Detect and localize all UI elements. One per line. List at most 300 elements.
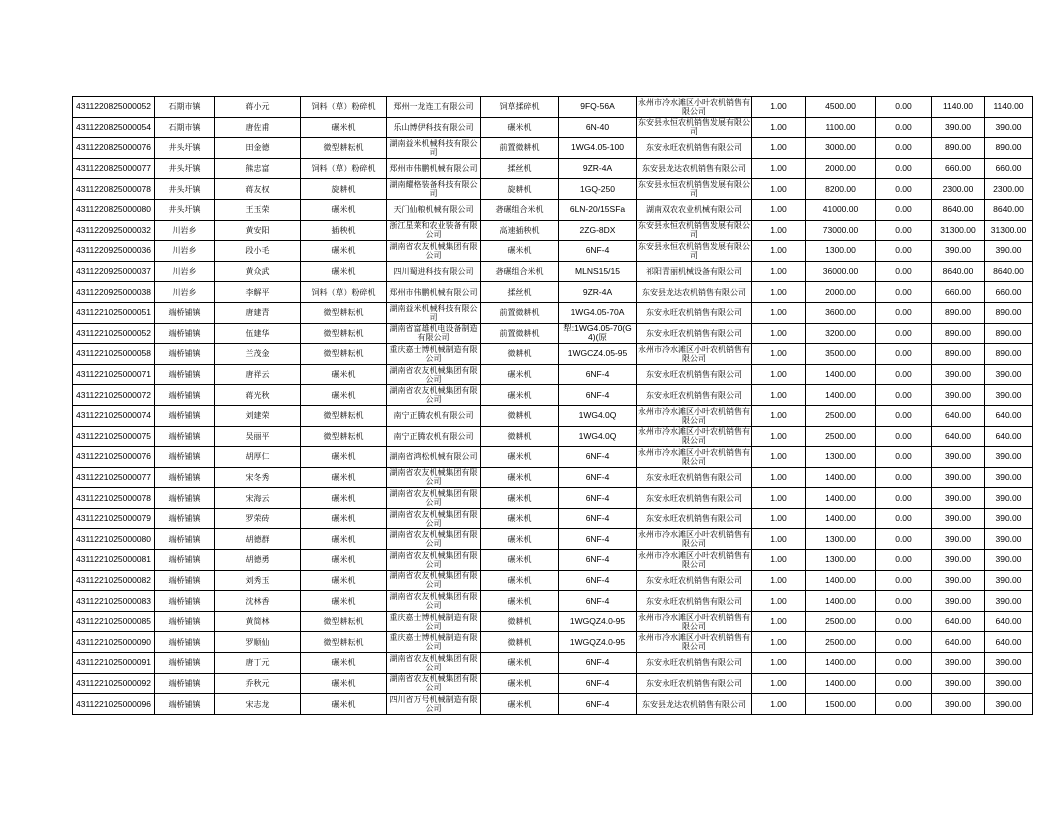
quantity-cell: 1.00 (752, 261, 806, 282)
record-id-cell: 4311220925000032 (73, 220, 155, 241)
machine-category-cell: 微型耕耘机 (301, 611, 387, 632)
province-subsidy-cell: 8640.00 (932, 199, 985, 220)
farmer-name-cell: 蒋光秋 (215, 385, 301, 406)
table-row (73, 364, 1033, 385)
province-subsidy-cell: 390.00 (932, 447, 985, 468)
dealer-cell: 东安永旺农机销售有限公司 (637, 570, 752, 591)
manufacturer-cell: 浙江星莱和农业装备有限公司 (387, 220, 481, 241)
farmer-name-cell: 胡德勇 (215, 550, 301, 571)
model-cell: 6NF-4 (559, 447, 637, 468)
township-cell: 石期市镇 (155, 117, 215, 138)
sale-price-cell: 2500.00 (806, 426, 876, 447)
table-row (73, 632, 1033, 653)
product-name-cell: 揉丝机 (481, 158, 559, 179)
model-cell: 6NF-4 (559, 529, 637, 550)
province-subsidy-cell: 390.00 (932, 673, 985, 694)
quantity-cell: 1.00 (752, 447, 806, 468)
dealer-cell: 东安县永恒农机销售发展有限公司 (638, 180, 750, 199)
model-cell: 犁:1WG4.05-70(G4)(原 (559, 323, 637, 344)
farmer-name-cell: 黄简林 (215, 611, 301, 632)
sale-price-cell: 1300.00 (806, 550, 876, 571)
product-name-cell: 微耕机 (481, 426, 559, 447)
product-name-cell: 饲草揉碎机 (481, 97, 559, 118)
record-id-cell: 4311220825000076 (73, 138, 155, 159)
manufacturer-cell: 湖南省农友机械集团有限公司 (387, 508, 481, 529)
central-subsidy-cell: 0.00 (876, 344, 932, 365)
sale-price-cell: 41000.00 (806, 199, 876, 220)
farmer-name-cell: 田金德 (215, 138, 301, 159)
machine-category-cell: 微型耕耘机 (301, 344, 387, 365)
sale-price-cell: 2500.00 (806, 632, 876, 653)
province-subsidy-cell: 1140.00 (932, 97, 985, 118)
table-row (73, 199, 1033, 220)
province-subsidy-cell: 390.00 (932, 570, 985, 591)
record-id-cell: 4311221025000051 (73, 302, 155, 323)
product-name-cell: 碾米机 (481, 653, 559, 674)
province-subsidy-cell: 390.00 (932, 550, 985, 571)
township-cell: 端桥铺镇 (155, 694, 215, 715)
sale-price-cell: 1300.00 (806, 447, 876, 468)
farmer-name-cell: 王玉荣 (215, 199, 301, 220)
quantity-cell: 1.00 (752, 673, 806, 694)
quantity-cell: 1.00 (752, 467, 806, 488)
manufacturer-cell: 郑州市伟鹏机械有限公司 (387, 158, 481, 179)
dealer-cell: 东安永旺农机销售有限公司 (637, 673, 752, 694)
manufacturer-cell: 湖南省农友机械集团有限公司 (387, 591, 481, 612)
record-id-cell: 4311221025000076 (73, 447, 155, 468)
dealer-cell: 东安永旺农机销售有限公司 (637, 467, 752, 488)
township-cell: 端桥铺镇 (155, 405, 215, 426)
central-subsidy-cell: 0.00 (876, 611, 932, 632)
total-subsidy-cell: 390.00 (985, 241, 1033, 262)
model-cell: 6NF-4 (559, 508, 637, 529)
province-subsidy-cell: 390.00 (932, 467, 985, 488)
total-subsidy-cell: 640.00 (985, 405, 1033, 426)
dealer-cell: 东安永旺农机销售有限公司 (637, 591, 752, 612)
model-cell: 9ZR-4A (559, 158, 637, 179)
sale-price-cell: 3000.00 (806, 138, 876, 159)
dealer-cell: 东安永旺农机销售有限公司 (637, 508, 752, 529)
township-cell: 端桥铺镇 (155, 302, 215, 323)
dealer-cell: 祁阳青丽机械设备有限公司 (637, 261, 752, 282)
sale-price-cell: 73000.00 (806, 220, 876, 241)
sale-price-cell: 1100.00 (806, 117, 876, 138)
total-subsidy-cell: 390.00 (985, 364, 1033, 385)
province-subsidy-cell: 890.00 (932, 323, 985, 344)
table-row (73, 488, 1033, 509)
product-name-cell: 前置微耕机 (481, 138, 559, 159)
machine-category-cell: 微型耕耘机 (301, 323, 387, 344)
dealer-cell: 永州市冷水滩区小叶农机销售有限公司 (638, 612, 750, 631)
farmer-name-cell: 唐建青 (215, 302, 301, 323)
central-subsidy-cell: 0.00 (876, 385, 932, 406)
product-name-cell: 碾米机 (481, 591, 559, 612)
table-row (73, 405, 1033, 426)
machine-category-cell: 碾米机 (301, 591, 387, 612)
quantity-cell: 1.00 (752, 199, 806, 220)
central-subsidy-cell: 0.00 (876, 673, 932, 694)
total-subsidy-cell: 890.00 (985, 323, 1033, 344)
province-subsidy-cell: 390.00 (932, 529, 985, 550)
table-row (73, 138, 1033, 159)
table-row (73, 302, 1033, 323)
province-subsidy-cell: 640.00 (932, 405, 985, 426)
product-name-cell: 微耕机 (481, 405, 559, 426)
farmer-name-cell: 吴丽平 (215, 426, 301, 447)
table-row (73, 467, 1033, 488)
central-subsidy-cell: 0.00 (876, 364, 932, 385)
record-id-cell: 4311221025000092 (73, 673, 155, 694)
model-cell: MLNS15/15 (559, 261, 637, 282)
farmer-name-cell: 段小毛 (215, 241, 301, 262)
sale-price-cell: 8200.00 (806, 179, 876, 200)
machine-category-cell: 微型耕耘机 (301, 138, 387, 159)
machine-category-cell: 碾米机 (301, 199, 387, 220)
total-subsidy-cell: 390.00 (985, 385, 1033, 406)
dealer-cell: 东安县龙达农机销售有限公司 (637, 158, 752, 179)
product-name-cell: 碾米机 (481, 570, 559, 591)
manufacturer-cell: 郑州一龙连工有限公司 (387, 97, 481, 118)
dealer-cell: 东安县龙达农机销售有限公司 (637, 282, 752, 303)
product-name-cell: 碾米机 (481, 550, 559, 571)
dealer-cell: 东安永旺农机销售有限公司 (637, 385, 752, 406)
table-row (73, 611, 1033, 632)
manufacturer-cell: 湖南益米机械科技有限公司 (387, 138, 481, 159)
sale-price-cell: 1400.00 (806, 673, 876, 694)
province-subsidy-cell: 390.00 (932, 653, 985, 674)
record-id-cell: 4311220825000078 (73, 179, 155, 200)
table-row (73, 385, 1033, 406)
sale-price-cell: 1400.00 (806, 364, 876, 385)
product-name-cell: 前置微耕机 (481, 323, 559, 344)
table-row (73, 529, 1033, 550)
table-row (73, 179, 1033, 200)
machine-category-cell: 碾米机 (301, 570, 387, 591)
township-cell: 端桥铺镇 (155, 529, 215, 550)
township-cell: 端桥铺镇 (155, 467, 215, 488)
province-subsidy-cell: 8640.00 (932, 261, 985, 282)
model-cell: 6NF-4 (559, 467, 637, 488)
product-name-cell: 碾米机 (481, 508, 559, 529)
quantity-cell: 1.00 (752, 653, 806, 674)
farmer-name-cell: 蒋小元 (215, 97, 301, 118)
machine-category-cell: 碾米机 (301, 653, 387, 674)
total-subsidy-cell: 890.00 (985, 344, 1033, 365)
farmer-name-cell: 刘建荣 (215, 405, 301, 426)
manufacturer-cell: 湖南省农友机械集团有限公司 (387, 673, 481, 694)
total-subsidy-cell: 390.00 (985, 694, 1033, 715)
total-subsidy-cell: 390.00 (985, 570, 1033, 591)
sale-price-cell: 2000.00 (806, 158, 876, 179)
township-cell: 端桥铺镇 (155, 488, 215, 509)
record-id-cell: 4311220825000077 (73, 158, 155, 179)
table-row (73, 591, 1033, 612)
table-row (73, 508, 1033, 529)
province-subsidy-cell: 2300.00 (932, 179, 985, 200)
record-id-cell: 4311221025000081 (73, 550, 155, 571)
machine-category-cell: 碾米机 (301, 694, 387, 715)
record-id-cell: 4311221025000072 (73, 385, 155, 406)
central-subsidy-cell: 0.00 (876, 405, 932, 426)
model-cell: 1WG4.05-100 (559, 138, 637, 159)
manufacturer-cell: 天门仙粮机械有限公司 (387, 199, 481, 220)
farmer-name-cell: 胡德群 (215, 529, 301, 550)
model-cell: 6NF-4 (559, 653, 637, 674)
central-subsidy-cell: 0.00 (876, 97, 932, 118)
sale-price-cell: 3600.00 (806, 302, 876, 323)
farmer-name-cell: 蒋友权 (215, 179, 301, 200)
manufacturer-cell: 乐山博伊科技有限公司 (387, 117, 481, 138)
farmer-name-cell: 宋海云 (215, 488, 301, 509)
model-cell: 1WG4.05-70A (559, 302, 637, 323)
table-row (73, 97, 1033, 118)
farmer-name-cell: 刘秀玉 (215, 570, 301, 591)
machine-category-cell: 微型耕耘机 (301, 302, 387, 323)
dealer-cell: 永州市冷水滩区小叶农机销售有限公司 (638, 406, 750, 425)
machine-category-cell: 碾米机 (301, 529, 387, 550)
farmer-name-cell: 胡厚仁 (215, 447, 301, 468)
manufacturer-cell: 郑州市伟鹏机械有限公司 (387, 282, 481, 303)
quantity-cell: 1.00 (752, 282, 806, 303)
quantity-cell: 1.00 (752, 302, 806, 323)
model-cell: 6NF-4 (559, 673, 637, 694)
farmer-name-cell: 宋冬秀 (215, 467, 301, 488)
total-subsidy-cell: 660.00 (985, 158, 1033, 179)
quantity-cell: 1.00 (752, 385, 806, 406)
province-subsidy-cell: 390.00 (932, 694, 985, 715)
township-cell: 川岩乡 (155, 241, 215, 262)
province-subsidy-cell: 890.00 (932, 344, 985, 365)
machine-category-cell: 饲料（草）粉碎机 (301, 158, 387, 179)
township-cell: 端桥铺镇 (155, 447, 215, 468)
quantity-cell: 1.00 (752, 241, 806, 262)
township-cell: 井头圩镇 (155, 199, 215, 220)
quantity-cell: 1.00 (752, 220, 806, 241)
quantity-cell: 1.00 (752, 591, 806, 612)
dealer-cell: 永州市冷水滩区小叶农机销售有限公司 (638, 530, 750, 549)
central-subsidy-cell: 0.00 (876, 653, 932, 674)
table-row (73, 282, 1033, 303)
central-subsidy-cell: 0.00 (876, 570, 932, 591)
central-subsidy-cell: 0.00 (876, 261, 932, 282)
township-cell: 石期市镇 (155, 97, 215, 118)
dealer-cell: 东安永旺农机销售有限公司 (637, 488, 752, 509)
central-subsidy-cell: 0.00 (876, 694, 932, 715)
model-cell: 6NF-4 (559, 570, 637, 591)
product-name-cell: 碾米机 (481, 364, 559, 385)
province-subsidy-cell: 660.00 (932, 158, 985, 179)
township-cell: 川岩乡 (155, 220, 215, 241)
model-cell: 6N-40 (559, 117, 637, 138)
farmer-name-cell: 黄安阳 (215, 220, 301, 241)
model-cell: 6NF-4 (559, 364, 637, 385)
product-name-cell: 碾米机 (481, 529, 559, 550)
product-name-cell: 碾米机 (481, 694, 559, 715)
township-cell: 端桥铺镇 (155, 385, 215, 406)
record-id-cell: 4311221025000083 (73, 591, 155, 612)
total-subsidy-cell: 640.00 (985, 426, 1033, 447)
model-cell: 9ZR-4A (559, 282, 637, 303)
province-subsidy-cell: 890.00 (932, 138, 985, 159)
machine-category-cell: 碾米机 (301, 508, 387, 529)
province-subsidy-cell: 640.00 (932, 611, 985, 632)
machine-category-cell: 饲料（草）粉碎机 (301, 282, 387, 303)
dealer-cell: 湖南双农农业机械有限公司 (637, 199, 752, 220)
record-id-cell: 4311220825000054 (73, 117, 155, 138)
sale-price-cell: 2500.00 (806, 611, 876, 632)
record-id-cell: 4311221025000058 (73, 344, 155, 365)
model-cell: 1WG4.0Q (559, 426, 637, 447)
record-id-cell: 4311220825000052 (73, 97, 155, 118)
product-name-cell: 碾米机 (481, 447, 559, 468)
product-name-cell: 碾米机 (481, 673, 559, 694)
province-subsidy-cell: 660.00 (932, 282, 985, 303)
sale-price-cell: 1300.00 (806, 241, 876, 262)
total-subsidy-cell: 890.00 (985, 302, 1033, 323)
province-subsidy-cell: 390.00 (932, 591, 985, 612)
township-cell: 端桥铺镇 (155, 611, 215, 632)
record-id-cell: 4311221025000078 (73, 488, 155, 509)
township-cell: 端桥铺镇 (155, 323, 215, 344)
central-subsidy-cell: 0.00 (876, 241, 932, 262)
machine-category-cell: 碾米机 (301, 550, 387, 571)
dealer-cell: 东安永旺农机销售有限公司 (637, 302, 752, 323)
table-row (73, 570, 1033, 591)
central-subsidy-cell: 0.00 (876, 529, 932, 550)
manufacturer-cell: 湖南省农友机械集团有限公司 (387, 467, 481, 488)
sale-price-cell: 36000.00 (806, 261, 876, 282)
table-row (73, 673, 1033, 694)
province-subsidy-cell: 640.00 (932, 426, 985, 447)
central-subsidy-cell: 0.00 (876, 632, 932, 653)
township-cell: 川岩乡 (155, 282, 215, 303)
quantity-cell: 1.00 (752, 611, 806, 632)
machine-category-cell: 微型耕耘机 (301, 426, 387, 447)
table-row (73, 447, 1033, 468)
sale-price-cell: 4500.00 (806, 97, 876, 118)
product-name-cell: 微耕机 (481, 611, 559, 632)
sale-price-cell: 2000.00 (806, 282, 876, 303)
product-name-cell: 碾米机 (481, 488, 559, 509)
total-subsidy-cell: 390.00 (985, 467, 1033, 488)
farmer-name-cell: 兰茂金 (215, 344, 301, 365)
central-subsidy-cell: 0.00 (876, 447, 932, 468)
township-cell: 端桥铺镇 (155, 632, 215, 653)
machine-category-cell: 碾米机 (301, 488, 387, 509)
farmer-name-cell: 熊忠富 (215, 158, 301, 179)
dealer-cell: 东安永旺农机销售有限公司 (637, 653, 752, 674)
total-subsidy-cell: 390.00 (985, 673, 1033, 694)
total-subsidy-cell: 640.00 (985, 611, 1033, 632)
township-cell: 端桥铺镇 (155, 653, 215, 674)
quantity-cell: 1.00 (752, 158, 806, 179)
total-subsidy-cell: 390.00 (985, 653, 1033, 674)
township-cell: 井头圩镇 (155, 138, 215, 159)
table-row (73, 653, 1033, 674)
sale-price-cell: 1500.00 (806, 694, 876, 715)
machine-category-cell: 碾米机 (301, 673, 387, 694)
quantity-cell: 1.00 (752, 364, 806, 385)
manufacturer-cell: 湖南省富雄机电设备制造有限公司 (387, 323, 481, 344)
record-id-cell: 4311220925000038 (73, 282, 155, 303)
province-subsidy-cell: 390.00 (932, 117, 985, 138)
township-cell: 端桥铺镇 (155, 591, 215, 612)
quantity-cell: 1.00 (752, 405, 806, 426)
record-id-cell: 4311221025000074 (73, 405, 155, 426)
total-subsidy-cell: 31300.00 (985, 220, 1033, 241)
model-cell: 6NF-4 (559, 591, 637, 612)
central-subsidy-cell: 0.00 (876, 426, 932, 447)
central-subsidy-cell: 0.00 (876, 488, 932, 509)
township-cell: 井头圩镇 (155, 179, 215, 200)
quantity-cell: 1.00 (752, 508, 806, 529)
dealer-cell: 永州市冷水滩区小叶农机销售有限公司 (638, 447, 750, 466)
model-cell: 9FQ-56A (559, 97, 637, 118)
dealer-cell: 东安永旺农机销售有限公司 (637, 323, 752, 344)
farmer-name-cell: 李解平 (215, 282, 301, 303)
central-subsidy-cell: 0.00 (876, 323, 932, 344)
quantity-cell: 1.00 (752, 97, 806, 118)
farmer-name-cell: 唐祥云 (215, 364, 301, 385)
province-subsidy-cell: 31300.00 (932, 220, 985, 241)
dealer-cell: 东安县永恒农机销售发展有限公司 (638, 241, 750, 260)
quantity-cell: 1.00 (752, 488, 806, 509)
table-row (73, 694, 1033, 715)
record-id-cell: 4311221025000082 (73, 570, 155, 591)
sale-price-cell: 2500.00 (806, 405, 876, 426)
manufacturer-cell: 重庆嘉士博机械制造有限公司 (387, 611, 481, 632)
manufacturer-cell: 湖南省农友机械集团有限公司 (387, 241, 481, 262)
manufacturer-cell: 重庆嘉士博机械制造有限公司 (387, 344, 481, 365)
machine-category-cell: 碾米机 (301, 364, 387, 385)
province-subsidy-cell: 390.00 (932, 364, 985, 385)
township-cell: 川岩乡 (155, 261, 215, 282)
table-row (73, 344, 1033, 365)
record-id-cell: 4311221025000085 (73, 611, 155, 632)
product-name-cell: 砻碾组合米机 (481, 199, 559, 220)
machine-category-cell: 旋耕机 (301, 179, 387, 200)
dealer-cell: 东安县永恒农机销售发展有限公司 (638, 221, 750, 240)
manufacturer-cell: 南宁正腾农机有限公司 (387, 426, 481, 447)
machine-category-cell: 插秧机 (301, 220, 387, 241)
product-name-cell: 碾米机 (481, 467, 559, 488)
product-name-cell: 前置微耕机 (481, 302, 559, 323)
total-subsidy-cell: 390.00 (985, 529, 1033, 550)
machine-category-cell: 碾米机 (301, 117, 387, 138)
machine-category-cell: 碾米机 (301, 447, 387, 468)
product-name-cell: 微耕机 (481, 632, 559, 653)
record-id-cell: 4311220825000080 (73, 199, 155, 220)
quantity-cell: 1.00 (752, 138, 806, 159)
model-cell: 6LN-20/15SFa (559, 199, 637, 220)
manufacturer-cell: 重庆嘉士博机械制造有限公司 (387, 632, 481, 653)
quantity-cell: 1.00 (752, 179, 806, 200)
table-row (73, 550, 1033, 571)
quantity-cell: 1.00 (752, 426, 806, 447)
township-cell: 端桥铺镇 (155, 673, 215, 694)
dealer-cell: 东安县龙达农机销售有限公司 (637, 694, 752, 715)
machine-category-cell: 微型耕耘机 (301, 632, 387, 653)
province-subsidy-cell: 640.00 (932, 632, 985, 653)
machine-category-cell: 碾米机 (301, 261, 387, 282)
farmer-name-cell: 唐佐甫 (215, 117, 301, 138)
product-name-cell: 微耕机 (481, 344, 559, 365)
table-row (73, 261, 1033, 282)
manufacturer-cell: 湖南省农友机械集团有限公司 (387, 550, 481, 571)
manufacturer-cell: 湖南耀格装备科技有限公司 (387, 179, 481, 200)
central-subsidy-cell: 0.00 (876, 302, 932, 323)
sale-price-cell: 1400.00 (806, 467, 876, 488)
